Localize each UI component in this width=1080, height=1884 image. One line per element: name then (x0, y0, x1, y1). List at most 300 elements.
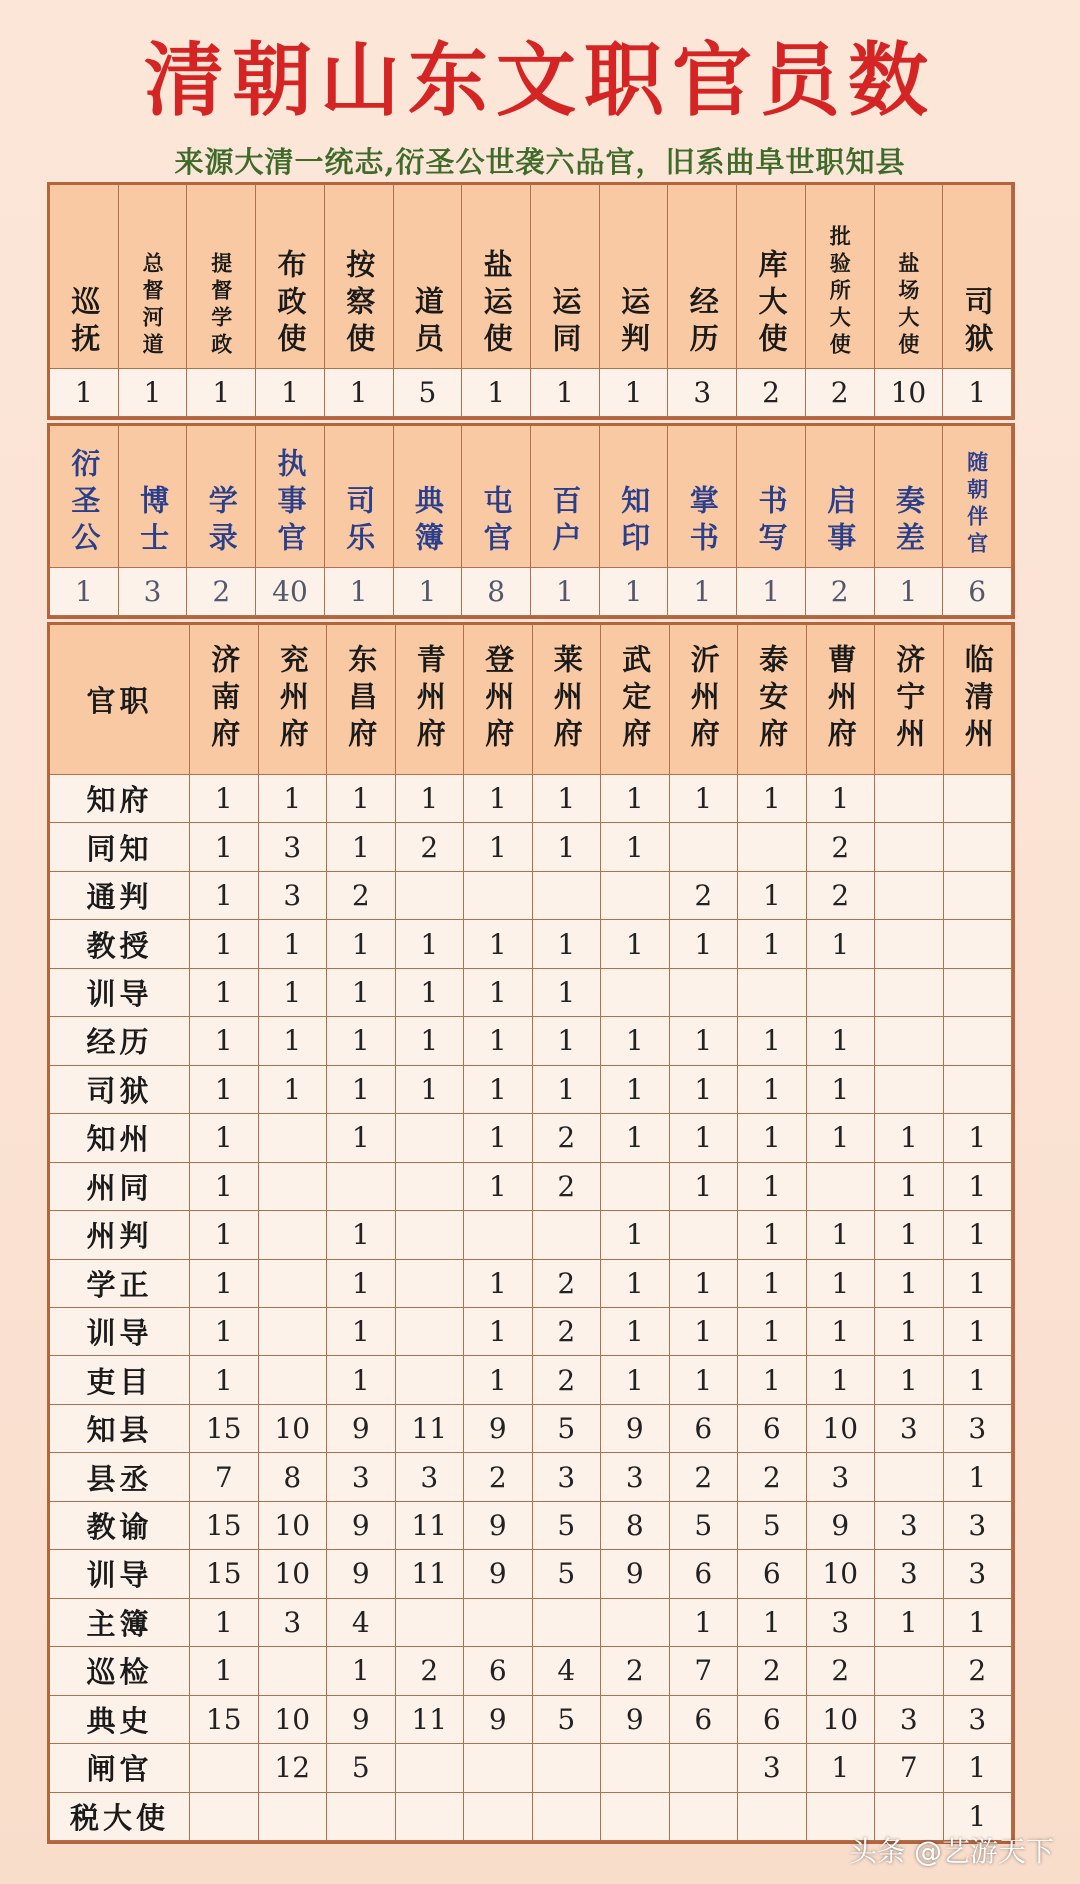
table-cell (533, 1356, 602, 1404)
table-cell (464, 1550, 533, 1598)
table-cell (944, 969, 1013, 1017)
table-cell (601, 1550, 670, 1598)
row-label-cell (50, 969, 190, 1017)
cell-value: 2 (351, 879, 370, 913)
cell-value: 6 (762, 1557, 781, 1591)
table-cell (190, 1744, 259, 1792)
cell-value: 1 (351, 927, 370, 961)
cell-value: 2 (557, 1315, 576, 1349)
cell-value: 1 (488, 830, 507, 864)
cell-value: 8 (283, 1460, 302, 1494)
table-cell (190, 1453, 259, 1501)
table-cell (190, 1696, 259, 1744)
cell-value: 2 (694, 1460, 713, 1494)
cell-value: 6 (488, 1654, 507, 1688)
cell-value: 1 (214, 976, 233, 1010)
cell-value: 3 (968, 1557, 987, 1591)
cell-value: 1 (214, 1654, 233, 1688)
table-cell (738, 1599, 807, 1647)
table-cell (601, 920, 670, 968)
cell-value: 9 (488, 1702, 507, 1736)
table-cell (327, 969, 396, 1017)
table-cell (944, 1260, 1013, 1308)
cell-value: 1 (968, 1315, 987, 1349)
cell-value: 1 (762, 1024, 781, 1058)
table-cell (601, 775, 670, 823)
cell-value: 1 (625, 782, 644, 816)
table-cell (533, 1550, 602, 1598)
cell-value: 1 (351, 782, 370, 816)
value-text: 1 (74, 575, 93, 608)
row-label: 吏目 (86, 1364, 153, 1399)
table-cell (327, 1356, 396, 1404)
value-cell (943, 369, 1012, 417)
header-cell (531, 426, 600, 568)
cell-value: 1 (420, 1072, 439, 1106)
table-cell (464, 1066, 533, 1114)
value-text: 10 (890, 376, 927, 409)
header-label: 按察使 (342, 249, 377, 360)
header-cell (187, 426, 256, 568)
cell-value: 3 (899, 1557, 918, 1591)
table-cell (533, 1696, 602, 1744)
column-header (190, 625, 259, 775)
cell-value: 1 (214, 830, 233, 864)
table-cell (533, 1308, 602, 1356)
table-cell (533, 1405, 602, 1453)
cell-value: 1 (283, 1024, 302, 1058)
cell-value: 3 (351, 1460, 370, 1494)
table-cell (396, 1793, 465, 1841)
cell-value: 6 (694, 1412, 713, 1446)
row-label-cell (50, 872, 190, 920)
table-cell (190, 1502, 259, 1550)
column-header (533, 625, 602, 775)
table-cell (327, 1163, 396, 1211)
cell-value: 1 (762, 1072, 781, 1106)
table-cell (396, 1114, 465, 1162)
header-label: 巡抚 (67, 286, 102, 360)
table-cell (327, 1744, 396, 1792)
cell-value: 1 (899, 1169, 918, 1203)
value-cell (462, 369, 531, 417)
cell-value: 1 (968, 1218, 987, 1252)
header-cell (600, 426, 669, 568)
table-cell (944, 1066, 1013, 1114)
table-cell (464, 1502, 533, 1550)
table-cell (464, 1163, 533, 1211)
table-cell (464, 1114, 533, 1162)
table-cell (875, 1696, 944, 1744)
table-cell (944, 1550, 1013, 1598)
table-cell (259, 1066, 328, 1114)
cell-value: 3 (283, 1605, 302, 1639)
table-cell (601, 1793, 670, 1841)
table-cell (464, 1211, 533, 1259)
watermark: 头条 @艺游天下 (849, 1835, 1054, 1868)
value-cell (325, 369, 394, 417)
value-cell (600, 369, 669, 417)
cell-value: 2 (762, 1460, 781, 1494)
table-cell (738, 920, 807, 968)
value-cell (256, 568, 325, 616)
cell-value: 2 (831, 830, 850, 864)
cell-value: 1 (625, 1218, 644, 1252)
table-cell (670, 1356, 739, 1404)
cell-value: 1 (968, 1605, 987, 1639)
table-cell (601, 1356, 670, 1404)
table-cell (533, 969, 602, 1017)
cell-value: 1 (214, 1169, 233, 1203)
cell-value: 11 (411, 1412, 448, 1446)
table-cell (533, 1647, 602, 1695)
table-cell (944, 1211, 1013, 1259)
cell-value: 7 (694, 1654, 713, 1688)
cell-value: 1 (831, 1315, 850, 1349)
table-cell (259, 1550, 328, 1598)
table-cell (190, 1211, 259, 1259)
table-cell (464, 920, 533, 968)
table-cell (259, 1793, 328, 1841)
cell-value: 2 (420, 1654, 439, 1688)
cell-value: 15 (205, 1412, 242, 1446)
table-cell (533, 1114, 602, 1162)
cell-value: 1 (214, 1072, 233, 1106)
table-cell (807, 1744, 876, 1792)
table-cell (533, 872, 602, 920)
value-cell (875, 568, 944, 616)
table-cell (601, 1017, 670, 1065)
table-cell (670, 969, 739, 1017)
table-cell (533, 1453, 602, 1501)
cell-value: 10 (274, 1702, 311, 1736)
header-label: 司乐 (342, 485, 377, 559)
value-text: 1 (212, 376, 231, 409)
cell-value: 10 (822, 1412, 859, 1446)
header-cell (875, 185, 944, 369)
table-cell (464, 1017, 533, 1065)
cell-value: 1 (488, 976, 507, 1010)
column-header (327, 625, 396, 775)
table-cell (190, 1114, 259, 1162)
table-cell (875, 920, 944, 968)
table-cell (944, 1647, 1013, 1695)
table-cell (533, 1793, 602, 1841)
table-cell (807, 1211, 876, 1259)
header-cell (119, 185, 188, 369)
cell-value: 5 (557, 1557, 576, 1591)
table-cell (533, 920, 602, 968)
header-label: 道员 (410, 286, 445, 360)
cell-value: 1 (214, 1266, 233, 1300)
cell-value: 1 (625, 1121, 644, 1155)
table-cell (807, 1405, 876, 1453)
table-cell (327, 1599, 396, 1647)
column-label: 东昌府 (344, 644, 379, 755)
row-label: 闸官 (86, 1752, 153, 1787)
header-label: 总督河道 (140, 252, 166, 360)
table-cell (259, 1211, 328, 1259)
table-cell (807, 1453, 876, 1501)
table-cell (670, 1793, 739, 1841)
table-cell (738, 872, 807, 920)
cell-value: 5 (557, 1412, 576, 1446)
cell-value: 1 (214, 782, 233, 816)
row-label: 训导 (86, 1558, 153, 1593)
cell-value: 1 (488, 1072, 507, 1106)
value-cell (119, 568, 188, 616)
table-cell (259, 969, 328, 1017)
row-label-cell (50, 1696, 190, 1744)
cell-value: 1 (488, 782, 507, 816)
table-cell (396, 775, 465, 823)
table-cell (533, 1017, 602, 1065)
header-cell (325, 426, 394, 568)
header-label: 司狱 (960, 286, 995, 360)
cell-value: 1 (968, 1460, 987, 1494)
cell-value: 1 (694, 1315, 713, 1349)
column-label: 济宁州 (892, 644, 927, 755)
value-cell (119, 369, 188, 417)
table-cell (738, 1647, 807, 1695)
value-cell (50, 568, 119, 616)
cell-value: 1 (214, 1315, 233, 1349)
header-label: 运判 (617, 286, 652, 360)
header-label: 盐场大使 (895, 252, 921, 360)
table-cell (327, 1066, 396, 1114)
cell-value: 5 (762, 1509, 781, 1543)
table-cell (464, 1599, 533, 1647)
cell-value: 2 (762, 1654, 781, 1688)
table-cell (807, 823, 876, 871)
row-label-cell (50, 1260, 190, 1308)
table-cell (190, 1793, 259, 1841)
header-label: 知印 (617, 485, 652, 559)
table-cell (190, 1308, 259, 1356)
cell-value: 1 (762, 1121, 781, 1155)
column-label: 青州府 (412, 644, 447, 755)
cell-value: 1 (351, 1363, 370, 1397)
cell-value: 1 (283, 976, 302, 1010)
cell-value: 15 (205, 1509, 242, 1543)
table-cell (944, 1163, 1013, 1211)
cell-value: 1 (420, 1024, 439, 1058)
value-text: 40 (272, 575, 308, 608)
table-cell (601, 1211, 670, 1259)
cell-value: 1 (557, 1072, 576, 1106)
cell-value: 10 (822, 1702, 859, 1736)
value-text: 1 (74, 376, 93, 409)
table-cell (738, 1793, 807, 1841)
cell-value: 1 (968, 1363, 987, 1397)
cell-value: 15 (205, 1702, 242, 1736)
cell-value: 1 (694, 1605, 713, 1639)
column-header (875, 625, 944, 775)
header-label: 博士 (136, 485, 171, 559)
table-cell (944, 1744, 1013, 1792)
header-label: 衍圣公 (67, 448, 102, 559)
value-text: 1 (693, 575, 712, 608)
table-cell (601, 1066, 670, 1114)
table-cell (190, 1017, 259, 1065)
header-cell (325, 185, 394, 369)
row-label: 训导 (86, 977, 153, 1012)
cell-value: 12 (274, 1751, 311, 1785)
cell-value: 1 (625, 1072, 644, 1106)
table-cell (396, 920, 465, 968)
header-label: 奏差 (891, 485, 926, 559)
cell-value: 5 (694, 1509, 713, 1543)
table-cell (190, 1356, 259, 1404)
cell-value: 1 (762, 1218, 781, 1252)
table-cell (875, 1211, 944, 1259)
table-cell (807, 1114, 876, 1162)
table-cell (464, 1647, 533, 1695)
cell-value: 1 (557, 976, 576, 1010)
cell-value: 1 (831, 1072, 850, 1106)
cell-value: 2 (557, 1121, 576, 1155)
value-cell (394, 568, 463, 616)
table-cell (807, 969, 876, 1017)
table-cell (259, 1260, 328, 1308)
table-cell (396, 1260, 465, 1308)
row-label: 巡检 (86, 1655, 153, 1690)
header-label: 执事官 (273, 448, 308, 559)
value-text: 1 (349, 575, 368, 608)
row-label: 主簿 (86, 1606, 153, 1641)
table-cell (533, 1744, 602, 1792)
corner-label: 官职 (86, 684, 153, 718)
table-cell (875, 1744, 944, 1792)
provincial-officials-table (47, 182, 1015, 420)
table-cell (533, 1066, 602, 1114)
row-label-cell (50, 823, 190, 871)
cell-value: 2 (694, 879, 713, 913)
table-cell (259, 1114, 328, 1162)
cell-value: 4 (557, 1654, 576, 1688)
row-label-cell (50, 1793, 190, 1841)
row-label: 税大使 (69, 1800, 169, 1835)
table-cell (327, 1502, 396, 1550)
table-cell (875, 1550, 944, 1598)
value-text: 1 (624, 575, 643, 608)
cell-value: 3 (762, 1751, 781, 1785)
cell-value: 3 (557, 1460, 576, 1494)
column-label: 曹州府 (823, 644, 858, 755)
table-cell (670, 1163, 739, 1211)
table-cell (190, 1550, 259, 1598)
cell-value: 7 (214, 1460, 233, 1494)
value-text: 2 (830, 376, 849, 409)
table-cell (670, 1550, 739, 1598)
table-cell (396, 1599, 465, 1647)
column-label: 泰安府 (755, 644, 790, 755)
cell-value: 1 (831, 1363, 850, 1397)
table-cell (259, 1405, 328, 1453)
cell-value: 1 (351, 830, 370, 864)
column-label: 武定府 (618, 644, 653, 755)
table-cell (944, 775, 1013, 823)
table-cell (807, 1260, 876, 1308)
column-header (396, 625, 465, 775)
table-cell (738, 1260, 807, 1308)
yansheng-officials-table (47, 423, 1015, 619)
table-cell (807, 1163, 876, 1211)
table-cell (396, 1744, 465, 1792)
value-cell (806, 568, 875, 616)
table-cell (259, 1356, 328, 1404)
row-label: 训导 (86, 1316, 153, 1351)
table-cell (944, 1696, 1013, 1744)
cell-value: 1 (762, 927, 781, 961)
table-cell (327, 872, 396, 920)
cell-value: 1 (968, 1121, 987, 1155)
table-cell (259, 1308, 328, 1356)
header-cell (462, 426, 531, 568)
row-label: 学正 (86, 1267, 153, 1302)
header-cell (256, 185, 325, 369)
cell-value: 1 (557, 830, 576, 864)
value-text: 6 (968, 575, 987, 608)
row-label-cell (50, 775, 190, 823)
table-cell (670, 1114, 739, 1162)
cell-value: 11 (411, 1557, 448, 1591)
row-label-cell (50, 1163, 190, 1211)
table-cell (944, 1599, 1013, 1647)
cell-value: 1 (488, 1363, 507, 1397)
page-subtitle: 来源大清一统志,衍圣公世袭六品官，旧系曲阜世职知县 (174, 145, 906, 179)
table-cell (738, 1163, 807, 1211)
table-cell (601, 1308, 670, 1356)
table-cell (327, 1647, 396, 1695)
table-cell (738, 1114, 807, 1162)
table-cell (944, 1453, 1013, 1501)
table-cell (670, 920, 739, 968)
table-cell (738, 775, 807, 823)
table-cell (807, 1017, 876, 1065)
table-cell (944, 1502, 1013, 1550)
row-label-cell (50, 1744, 190, 1792)
table-cell (670, 1405, 739, 1453)
table-cell (670, 1017, 739, 1065)
column-header (807, 625, 876, 775)
table-cell (533, 823, 602, 871)
table-cell (464, 1744, 533, 1792)
row-label-cell (50, 1066, 190, 1114)
table-cell (327, 1793, 396, 1841)
table-cell (190, 1647, 259, 1695)
value-text: 1 (762, 575, 780, 608)
cell-value: 1 (214, 1363, 233, 1397)
cell-value: 9 (488, 1509, 507, 1543)
table-cell (533, 1502, 602, 1550)
header-cell (187, 185, 256, 369)
row-label: 通判 (86, 880, 153, 915)
table-cell (670, 775, 739, 823)
table-cell (601, 1599, 670, 1647)
table-cell (259, 872, 328, 920)
cell-value: 1 (351, 1654, 370, 1688)
table-cell (601, 1744, 670, 1792)
table-cell (738, 1502, 807, 1550)
row-label-cell (50, 1211, 190, 1259)
cell-value: 10 (274, 1557, 311, 1591)
table-cell (875, 1453, 944, 1501)
header-cell (668, 185, 737, 369)
header-cell (668, 426, 737, 568)
table-cell (601, 1260, 670, 1308)
value-cell (668, 568, 737, 616)
